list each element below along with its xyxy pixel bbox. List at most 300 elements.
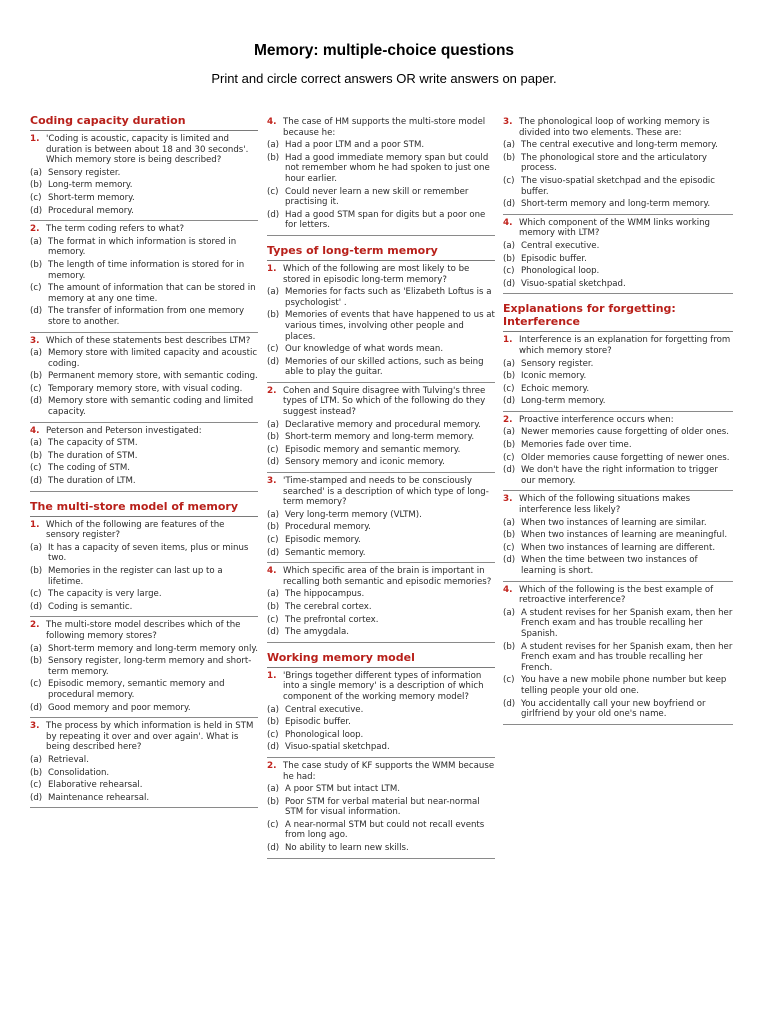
option-letter: (d) — [267, 457, 280, 468]
question-stem — [30, 134, 258, 166]
option-letter: (c) — [30, 589, 42, 600]
option-text: The central executive and long-term memory. — [521, 140, 718, 151]
answer-option[interactable] — [503, 699, 733, 720]
option-letter: (d) — [30, 702, 43, 713]
answer-option[interactable] — [267, 510, 495, 521]
answer-option[interactable] — [503, 199, 733, 210]
answer-option[interactable] — [503, 359, 733, 370]
option-text: No ability to learn new skills. — [285, 843, 409, 854]
answer-option[interactable] — [30, 451, 258, 462]
option-letter: (a) — [267, 287, 279, 298]
option-text: A student revises for her Spanish exam, then her French exam and has trouble recalling her Spanish. — [521, 607, 733, 639]
answer-option[interactable] — [503, 642, 733, 674]
question-text: Peterson and Peterson investigated: — [46, 425, 202, 436]
option-letter: (b) — [30, 656, 43, 667]
question-block — [503, 491, 733, 581]
option-text: The hippocampus. — [285, 589, 365, 600]
option-text: Older memories cause forgetting of newer ones. — [521, 452, 730, 463]
option-letter: (c) — [267, 186, 279, 197]
answer-option[interactable] — [30, 543, 258, 564]
option-text: Visuo-spatial sketchpad. — [521, 278, 626, 289]
option-text: Short-term memory and long-term memory. — [521, 199, 711, 210]
option-text: The duration of LTM. — [48, 476, 136, 487]
question-number: 1. — [503, 335, 513, 346]
answer-option[interactable] — [267, 310, 495, 342]
answer-option[interactable] — [30, 476, 258, 487]
question-block — [267, 383, 495, 473]
answer-option[interactable] — [30, 679, 258, 700]
option-letter: (c) — [267, 729, 279, 740]
option-text: The capacity of STM. — [48, 438, 138, 449]
answer-option[interactable] — [30, 371, 258, 382]
question-text: The case of HM supports the multi-store model because he: — [283, 117, 486, 138]
option-text: Temporary memory store, with visual coding. — [48, 383, 243, 394]
question-number: 2. — [30, 224, 40, 235]
answer-option[interactable] — [267, 742, 495, 753]
option-text: The cerebral cortex. — [285, 601, 372, 612]
answer-option[interactable] — [267, 705, 495, 716]
question-stem — [503, 494, 733, 515]
answer-option[interactable] — [267, 344, 495, 355]
question-stem — [267, 761, 495, 782]
option-text: Long-term memory. — [521, 396, 606, 407]
answer-option[interactable] — [503, 140, 733, 151]
option-text: Phonological loop. — [521, 266, 600, 277]
option-text: Retrieval. — [48, 754, 89, 765]
option-text: The length of time information is stored for in memory. — [48, 259, 245, 281]
quiz-section — [503, 302, 733, 724]
question-block — [503, 215, 733, 295]
answer-option[interactable] — [267, 420, 495, 431]
option-letter: (c) — [267, 819, 279, 830]
answer-option[interactable] — [267, 820, 495, 841]
option-letter: (d) — [267, 742, 280, 753]
answer-option[interactable] — [503, 530, 733, 541]
option-letter: (c) — [267, 344, 279, 355]
question-stem — [503, 585, 733, 606]
answer-option[interactable] — [30, 384, 258, 395]
option-letter: (a) — [503, 517, 515, 528]
question-number: 1. — [267, 670, 277, 681]
option-letter: (b) — [503, 440, 516, 451]
option-letter: (c) — [267, 444, 279, 455]
question-text: The phonological loop of working memory is divided into two elements. These are: — [519, 117, 710, 138]
question-stem — [30, 426, 258, 437]
question-number: 4. — [503, 217, 513, 228]
option-text: Central executive. — [285, 704, 364, 715]
quiz-section — [267, 651, 495, 859]
answer-option[interactable] — [30, 306, 258, 327]
question-number: 2. — [267, 385, 277, 396]
quiz-section — [267, 114, 495, 236]
option-letter: (d) — [30, 601, 43, 612]
option-text: The capacity is very large. — [48, 589, 162, 600]
answer-option[interactable] — [30, 755, 258, 766]
option-letter: (c) — [267, 535, 279, 545]
option-letter: (d) — [267, 627, 280, 638]
option-text: The amount of information that can be stored in memory at any one time. — [48, 283, 256, 304]
option-letter: (d) — [30, 396, 43, 407]
option-letter: (b) — [267, 717, 280, 728]
option-letter: (c) — [503, 452, 515, 463]
section-heading: Coding capacity duration — [30, 114, 258, 131]
page-title: Memory: multiple-choice questions — [253, 42, 515, 59]
answer-option[interactable] — [503, 427, 733, 438]
question-stem — [267, 264, 495, 285]
question-number: 3. — [503, 117, 513, 127]
answer-option[interactable] — [267, 432, 495, 443]
question-number: 2. — [267, 760, 277, 771]
option-letter: (c) — [503, 542, 515, 553]
question-number: 3. — [503, 494, 513, 505]
answer-option[interactable] — [30, 644, 258, 655]
question-number: 4. — [267, 117, 277, 127]
option-letter: (c) — [503, 175, 515, 186]
answer-option[interactable] — [503, 384, 733, 395]
answer-option[interactable] — [503, 518, 733, 529]
column-1 — [30, 114, 258, 808]
column-2 — [267, 114, 495, 859]
answer-option[interactable] — [267, 730, 495, 741]
option-letter: (a) — [503, 140, 515, 151]
question-stem — [503, 335, 733, 356]
answer-option[interactable] — [503, 254, 733, 265]
answer-option[interactable] — [267, 843, 495, 854]
question-block — [30, 617, 258, 718]
question-block — [30, 221, 258, 332]
question-text: 'Brings together different types of information into a single memory' is a description of which component of the working memory model? — [283, 670, 484, 702]
option-text: Could never learn a new skill or remember practising it. — [285, 186, 469, 208]
answer-option[interactable] — [267, 445, 495, 456]
answer-option[interactable] — [267, 797, 495, 818]
option-letter: (c) — [30, 192, 42, 203]
option-text: Iconic memory. — [521, 371, 587, 382]
option-text: Memories of events that have happened to us at various times, involving other people and places. — [285, 310, 495, 342]
option-letter: (b) — [267, 601, 280, 612]
answer-option[interactable] — [30, 780, 258, 791]
answer-option[interactable] — [503, 266, 733, 277]
question-stem — [267, 386, 495, 418]
option-text: The visuo-spatial sketchpad and the episodic buffer. — [521, 175, 716, 197]
answer-option[interactable] — [267, 287, 495, 308]
question-number: 1. — [30, 519, 40, 530]
option-letter: (a) — [30, 754, 42, 765]
option-text: Our knowledge of what words mean. — [285, 344, 444, 355]
quiz-section — [267, 244, 495, 643]
question-number: 4. — [267, 566, 277, 577]
question-block — [30, 718, 258, 808]
answer-option[interactable] — [503, 675, 733, 696]
answer-option[interactable] — [267, 140, 495, 151]
option-text: A near-normal STM but could not recall events from long ago. — [285, 819, 485, 841]
option-text: Episodic memory, semantic memory and procedural memory. — [48, 679, 225, 700]
answer-option[interactable] — [30, 237, 258, 258]
option-letter: (b) — [30, 450, 43, 461]
option-text: Episodic buffer. — [285, 717, 351, 728]
answer-option[interactable] — [267, 357, 495, 378]
option-text: Memories in the register can last up to a lifetime. — [48, 566, 223, 587]
option-text: Short-term memory and long-term memory. — [285, 432, 475, 443]
option-text: A poor STM but intact LTM. — [285, 784, 400, 795]
option-letter: (a) — [30, 167, 42, 178]
question-block — [267, 261, 495, 383]
section-heading: Working memory model — [267, 651, 495, 668]
option-letter: (b) — [267, 310, 280, 321]
option-letter: (d) — [267, 209, 280, 220]
option-text: Semantic memory. — [285, 547, 366, 558]
answer-option[interactable] — [503, 608, 733, 640]
option-letter: (b) — [267, 796, 280, 807]
question-stem — [267, 671, 495, 703]
option-letter: (b) — [503, 253, 516, 264]
question-block — [503, 582, 733, 725]
option-text: Coding is semantic. — [48, 601, 133, 612]
quiz-section — [30, 500, 258, 809]
option-letter: (d) — [503, 465, 516, 476]
answer-option[interactable] — [30, 589, 258, 600]
answer-option[interactable] — [267, 187, 495, 208]
question-stem — [503, 218, 733, 239]
question-number: 2. — [30, 620, 40, 631]
option-text: Episodic memory and semantic memory. — [285, 444, 461, 455]
answer-option[interactable] — [30, 206, 258, 217]
question-stem — [30, 336, 258, 347]
answer-option[interactable] — [503, 543, 733, 554]
answer-option[interactable] — [267, 784, 495, 795]
question-block — [267, 758, 495, 859]
answer-option[interactable] — [503, 371, 733, 382]
answer-option[interactable] — [30, 768, 258, 779]
option-text: When two instances of learning are similar. — [521, 517, 707, 528]
question-number: 1. — [30, 134, 40, 144]
option-text: Memories for facts such as 'Elizabeth Loftus is a psychologist' . — [285, 287, 492, 308]
answer-option[interactable] — [30, 193, 258, 204]
option-text: It has a capacity of seven items, plus or minus two. — [48, 542, 249, 564]
option-letter: (a) — [267, 784, 279, 795]
option-letter: (a) — [503, 607, 515, 618]
question-block — [503, 412, 733, 492]
option-letter: (b) — [267, 432, 280, 443]
option-letter: (d) — [503, 396, 516, 407]
option-letter: (a) — [267, 140, 279, 151]
quiz-section — [503, 114, 733, 294]
option-letter: (c) — [30, 679, 42, 690]
option-letter: (a) — [267, 419, 279, 430]
option-text: The amygdala. — [285, 627, 349, 638]
answer-option[interactable] — [30, 438, 258, 449]
answer-option[interactable] — [30, 656, 258, 677]
question-text: Interference is an explanation for forgetting from which memory store? — [519, 335, 731, 356]
question-block — [267, 473, 495, 563]
option-text: When two instances of learning are meaningful. — [521, 530, 728, 541]
question-text: Which of the following are features of the sensory register? — [46, 519, 225, 541]
option-letter: (c) — [30, 780, 42, 791]
question-text: 'Time-stamped and needs to be consciously searched' is a description of which type of long-term memory? — [283, 476, 489, 508]
option-text: You accidentally call your new boyfriend or girlfriend by your old one's name. — [521, 698, 706, 720]
option-text: The coding of STM. — [48, 463, 131, 474]
answer-option[interactable] — [30, 260, 258, 281]
answer-option[interactable] — [503, 241, 733, 252]
option-letter: (d) — [503, 555, 516, 566]
question-text: Which of the following are most likely to be stored in episodic long-term memory? — [283, 263, 470, 285]
question-text: Which of the following is the best example of retroactive interference? — [519, 584, 714, 606]
option-text: Sensory register, long-term memory and short-term memory. — [48, 656, 252, 677]
option-letter: (d) — [503, 698, 516, 709]
question-block — [503, 332, 733, 412]
question-number: 3. — [267, 476, 277, 487]
option-text: Echoic memory. — [521, 383, 590, 394]
option-text: The duration of STM. — [48, 450, 138, 461]
answer-option[interactable] — [503, 555, 733, 576]
option-text: Procedural memory. — [285, 522, 371, 533]
answer-option[interactable] — [30, 602, 258, 613]
answer-option[interactable] — [267, 615, 495, 626]
question-text: The process by which information is held in STM by repeating it over and over again'. What is being described here? — [46, 721, 254, 753]
option-letter: (b) — [267, 152, 280, 163]
question-text: Cohen and Squire disagree with Tulving's three types of LTM. So which of the following do they suggest instead? — [283, 385, 486, 418]
option-letter: (a) — [267, 704, 279, 715]
question-stem — [503, 117, 733, 138]
option-text: Good memory and poor memory. — [48, 702, 191, 713]
question-stem — [30, 224, 258, 235]
quiz-section — [30, 114, 258, 492]
section-heading: The multi-store model of memory — [30, 500, 258, 517]
option-text: Memories fade over time. — [521, 440, 632, 451]
option-letter: (c) — [30, 283, 42, 294]
option-text: Episodic buffer. — [521, 253, 587, 264]
answer-option[interactable] — [30, 793, 258, 804]
answer-option[interactable] — [267, 153, 495, 185]
option-text: Sensory register. — [521, 358, 594, 369]
option-letter: (a) — [503, 358, 515, 369]
option-letter: (b) — [503, 641, 516, 652]
page-subtitle: Print and circle correct answers OR write answers on paper. — [211, 71, 557, 86]
answer-option[interactable] — [267, 210, 495, 231]
answer-option[interactable] — [267, 548, 495, 559]
option-text: Elaborative rehearsal. — [48, 780, 143, 791]
option-letter: (d) — [30, 476, 43, 487]
answer-option[interactable] — [30, 463, 258, 474]
answer-option[interactable] — [267, 602, 495, 613]
option-letter: (c) — [503, 675, 515, 686]
question-block — [30, 423, 258, 492]
option-letter: (a) — [30, 542, 42, 553]
option-text: The format in which information is stored in memory. — [48, 236, 237, 258]
answer-option[interactable] — [503, 453, 733, 464]
answer-option[interactable] — [30, 703, 258, 714]
answer-option[interactable] — [267, 522, 495, 533]
option-letter: (b) — [30, 371, 43, 382]
option-letter: (b) — [503, 371, 516, 382]
option-letter: (b) — [503, 152, 516, 163]
option-letter: (d) — [503, 278, 516, 289]
question-block — [30, 131, 258, 221]
option-text: Had a good immediate memory span but could not remember whom he had spoken to just one hour earlier. — [285, 152, 490, 184]
option-text: Sensory memory and iconic memory. — [285, 457, 445, 468]
question-number: 4. — [503, 584, 513, 595]
option-letter: (d) — [30, 792, 43, 803]
answer-option[interactable] — [30, 180, 258, 191]
question-text: Which specific area of the brain is important in recalling both semantic and episodic memories? — [283, 566, 492, 587]
answer-option[interactable] — [503, 465, 733, 486]
answer-option[interactable] — [267, 589, 495, 600]
option-text: Permanent memory store, with semantic coding. — [48, 371, 258, 382]
answer-option[interactable] — [30, 566, 258, 587]
option-letter: (d) — [267, 843, 280, 854]
question-number: 1. — [267, 263, 277, 274]
question-block — [267, 563, 495, 643]
option-text: A student revises for her Spanish exam, then her French exam and has trouble recalling her French. — [521, 641, 733, 673]
option-text: Procedural memory. — [48, 205, 134, 216]
option-text: Poor STM for verbal material but near-normal STM for visual information. — [285, 796, 480, 818]
answer-option[interactable] — [267, 535, 495, 546]
answer-option[interactable] — [267, 457, 495, 468]
option-letter: (d) — [503, 199, 516, 210]
option-letter: (c) — [503, 266, 515, 277]
option-letter: (a) — [30, 438, 42, 449]
option-letter: (d) — [267, 356, 280, 367]
question-block — [267, 668, 495, 758]
option-letter: (b) — [30, 566, 43, 576]
option-text: The transfer of information from one memory store to another. — [48, 306, 245, 327]
option-letter: (a) — [30, 348, 42, 359]
question-text: Which component of the WMM links working memory with LTM? — [519, 217, 710, 239]
section-heading: Types of long-term memory — [267, 244, 495, 261]
option-text: Declarative memory and procedural memory. — [285, 419, 481, 430]
question-text: The term coding refers to what? — [46, 224, 185, 235]
option-letter: (a) — [30, 236, 42, 247]
option-text: Short-term memory and long-term memory only. — [48, 643, 258, 654]
option-text: The phonological store and the articulatory process. — [521, 152, 708, 174]
answer-option[interactable] — [503, 153, 733, 174]
option-letter: (b) — [30, 180, 43, 191]
answer-option[interactable] — [30, 348, 258, 369]
answer-option[interactable] — [30, 283, 258, 304]
answer-option[interactable] — [267, 627, 495, 638]
question-stem — [267, 566, 495, 587]
option-letter: (a) — [503, 240, 515, 251]
option-text: Phonological loop. — [285, 729, 364, 740]
option-text: Very long-term memory (VLTM). — [285, 509, 422, 520]
answer-option[interactable] — [503, 440, 733, 451]
option-letter: (a) — [30, 643, 42, 654]
answer-option[interactable] — [503, 279, 733, 290]
question-stem — [30, 520, 258, 541]
question-number: 2. — [503, 414, 513, 425]
option-letter: (b) — [267, 522, 280, 533]
answer-option[interactable] — [503, 396, 733, 407]
question-text: 'Coding is acoustic, capacity is limited and duration is between about 18 and 30 seconds'. Which memory store is being described? — [46, 134, 249, 166]
question-text: The case study of KF supports the WMM because he had: — [283, 760, 495, 782]
question-stem — [30, 620, 258, 641]
option-text: When two instances of learning are different. — [521, 542, 716, 553]
answer-option[interactable] — [30, 396, 258, 417]
option-letter: (b) — [503, 530, 516, 541]
answer-option[interactable] — [30, 168, 258, 179]
option-letter: (c) — [503, 383, 515, 394]
answer-option[interactable] — [503, 176, 733, 197]
option-text: Consolidation. — [48, 767, 110, 778]
answer-option[interactable] — [267, 717, 495, 728]
option-letter: (a) — [267, 589, 279, 600]
option-text: You have a new mobile phone number but keep telling people your old one. — [521, 675, 727, 696]
option-text: Had a good STM span for digits but a poor one for letters. — [285, 209, 486, 231]
option-text: Episodic memory. — [285, 535, 361, 545]
option-text: Memory store with semantic coding and limited capacity. — [48, 396, 254, 418]
question-block — [30, 333, 258, 423]
option-text: We don't have the right information to trigger our memory. — [521, 465, 718, 486]
option-text: Short-term memory. — [48, 192, 135, 203]
